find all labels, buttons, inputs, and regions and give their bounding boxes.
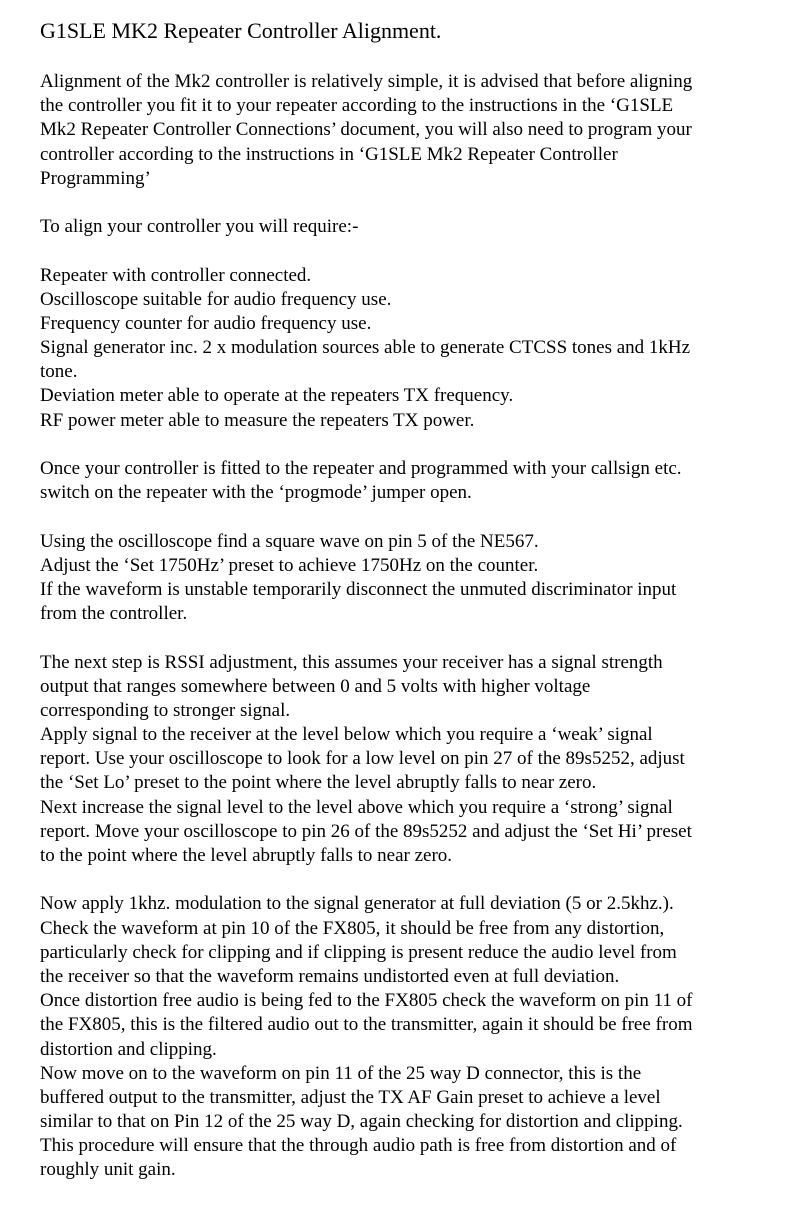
text-line: tone.: [40, 361, 78, 383]
text-line: Using the oscilloscope find a square wave on pin 5 of the NE567.: [40, 530, 539, 552]
text-line: report. Move your oscilloscope to pin 26 of the 89s5252 and adjust the ‘Set Hi’ preset: [40, 820, 692, 842]
paragraph: [40, 215, 693, 239]
text-line: Check the waveform at pin 10 of the FX805, it should be free from any distortion,: [40, 917, 665, 939]
document-body: [40, 70, 693, 1207]
text-line: Deviation meter able to operate at the repeaters TX frequency.: [40, 385, 514, 407]
text-line: output that ranges somewhere between 0 and 5 volts with higher voltage: [40, 675, 591, 697]
text-line: the controller you fit it to your repeater according to the instructions in the ‘G1SLE: [40, 95, 674, 117]
text-line: Once distortion free audio is being fed to the FX805 check the waveform on pin 11 of: [40, 990, 693, 1012]
text-line: similar to that on Pin 12 of the 25 way D, again checking for distortion and clipping.: [40, 1111, 683, 1133]
text-line: distortion and clipping.: [40, 1038, 217, 1060]
paragraph: [40, 530, 693, 627]
text-line: corresponding to stronger signal.: [40, 699, 291, 721]
text-line: RF power meter able to measure the repeaters TX power.: [40, 409, 475, 431]
text-line: Programming’: [40, 167, 151, 189]
text-line: controller according to the instructions in ‘G1SLE Mk2 Repeater Controller: [40, 143, 618, 165]
text-line: Now move on to the waveform on pin 11 of the 25 way D connector, this is the: [40, 1062, 642, 1084]
text-line: Frequency counter for audio frequency use.: [40, 312, 372, 334]
paragraph: [40, 651, 693, 869]
text-line: from the controller.: [40, 603, 188, 625]
text-line: the FX805, this is the filtered audio out to the transmitter, again it should be free from: [40, 1014, 693, 1036]
text-line: roughly unit gain.: [40, 1159, 176, 1181]
text-line: If the waveform is unstable temporarily disconnect the unmuted discriminator input: [40, 578, 677, 600]
text-line: Next increase the signal level to the level above which you require a ‘strong’ signal: [40, 796, 673, 818]
text-line: Now apply 1khz. modulation to the signal generator at full deviation (5 or 2.5khz.).: [40, 893, 674, 915]
text-line: Adjust the ‘Set 1750Hz’ preset to achieve 1750Hz on the counter.: [40, 554, 539, 576]
text-line: Apply signal to the receiver at the level below which you require a ‘weak’ signal: [40, 724, 653, 746]
paragraph: [40, 264, 693, 433]
text-line: Mk2 Repeater Controller Connections’ document, you will also need to program your: [40, 119, 692, 141]
text-line: Alignment of the Mk2 controller is relatively simple, it is advised that before aligning: [40, 71, 693, 92]
paragraph: [40, 892, 693, 1182]
text-line: The next step is RSSI adjustment, this assumes your receiver has a signal strength: [40, 651, 663, 673]
text-line: This procedure will ensure that the through audio path is free from distortion and of: [40, 1135, 677, 1157]
text-line: switch on the repeater with the ‘progmode’ jumper open.: [40, 482, 472, 504]
text-line: To align your controller you will require:-: [40, 216, 359, 238]
text-line: report. Use your oscilloscope to look for a low level on pin 27 of the 89s5252, adjust: [40, 748, 685, 770]
paragraph: [40, 457, 693, 505]
document-title: G1SLE MK2 Repeater Controller Alignment.: [40, 18, 442, 43]
text-line: the receiver so that the waveform remains undistorted even at full deviation.: [40, 965, 620, 987]
text-line: the ‘Set Lo’ preset to the point where the level abruptly falls to near zero.: [40, 772, 597, 794]
text-line: particularly check for clipping and if clipping is present reduce the audio level from: [40, 941, 677, 963]
text-line: Signal generator inc. 2 x modulation sources able to generate CTCSS tones and 1kHz: [40, 337, 691, 359]
text-line: to the point where the level abruptly falls to near zero.: [40, 845, 453, 866]
text-line: Oscilloscope suitable for audio frequency use.: [40, 288, 392, 310]
text-line: Once your controller is fitted to the repeater and programmed with your callsign etc.: [40, 458, 682, 479]
text-line: Repeater with controller connected.: [40, 264, 312, 286]
paragraph: [40, 70, 693, 191]
text-line: buffered output to the transmitter, adjust the TX AF Gain preset to achieve a level: [40, 1086, 661, 1108]
